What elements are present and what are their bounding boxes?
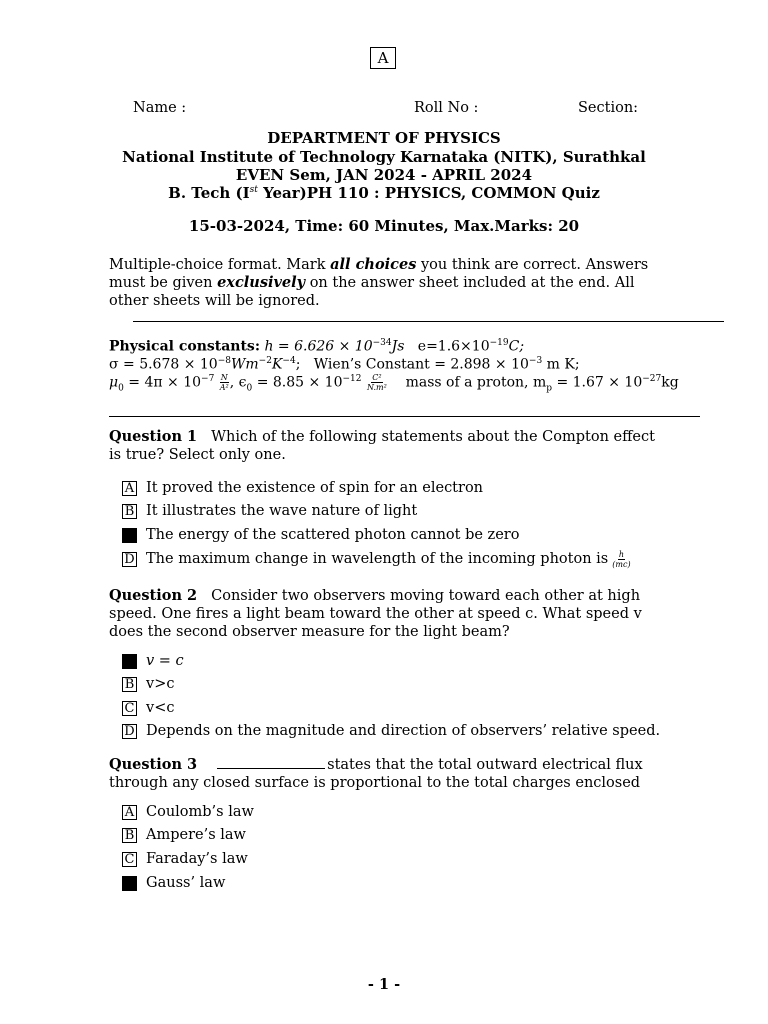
- q1-option-d-box[interactable]: D: [122, 552, 137, 567]
- q2-option-b[interactable]: B v>c: [122, 675, 174, 693]
- exam-info: 15-03-2024, Time: 60 Minutes, Max.Marks: 20: [188, 217, 580, 235]
- q1-option-b[interactable]: B It illustrates the wave nature of light: [122, 502, 417, 520]
- question-1-text: Question 1 Which of the following statements about the Compton effect is true? Select only one.: [109, 428, 655, 463]
- paper-code-box: A: [370, 47, 396, 69]
- semester-line: EVEN Sem, JAN 2024 - APRIL 2024: [235, 166, 533, 184]
- q1-option-b-box[interactable]: B: [122, 504, 137, 519]
- instructions: Multiple-choice format. Mark all choices you think are correct. Answers must be given exclusively on the answer sheet included at the end. All other sheets will be ignored.: [109, 256, 649, 309]
- q1-option-d[interactable]: D The maximum change in wavelength of the incoming photon is $\frac{h}{(mc)}$: [122, 550, 632, 568]
- constants-divider: [109, 416, 700, 417]
- top-divider: [133, 321, 724, 322]
- q3-option-d[interactable]: Gauss’ law: [122, 874, 225, 892]
- q1-option-a-box[interactable]: A: [122, 481, 137, 496]
- q1-option-a[interactable]: A It proved the existence of spin for an electron: [122, 479, 483, 497]
- department-title: DEPARTMENT OF PHYSICS: [267, 129, 501, 147]
- page-number: - 1 -: [367, 976, 401, 993]
- q3-option-b[interactable]: B Ampere’s law: [122, 826, 246, 844]
- constants-line-1: Physical constants: $h = 6.626 \times 10^{-34}Js$ $e=1.6\times 10^{-19}C$;: [109, 338, 525, 355]
- question-3-text: Question 3 states that the total outward electrical flux through any closed surface is proportional to the total charges enclosed: [109, 756, 643, 791]
- q2-option-b-box[interactable]: B: [122, 677, 137, 692]
- eps0-unit-fraction: $\frac{\text{C²}}{\text{N.m²}}$: [366, 373, 387, 392]
- q2-option-d[interactable]: D Depends on the magnitude and direction of observers’ relative speed.: [122, 722, 660, 740]
- q3-option-d-box-marked[interactable]: [122, 876, 137, 891]
- compton-shift-fraction: $\frac{h}{(mc)}$: [612, 549, 631, 569]
- q3-option-c-box[interactable]: C: [122, 852, 137, 867]
- q2-option-a-box-marked[interactable]: [122, 654, 137, 669]
- q1-option-c-box-marked[interactable]: [122, 528, 137, 543]
- answer-blank: [217, 756, 325, 769]
- q3-option-c[interactable]: C Faraday’s law: [122, 850, 248, 868]
- q1-option-c[interactable]: The energy of the scattered photon cannot be zero: [122, 526, 519, 544]
- q3-option-b-box[interactable]: B: [122, 828, 137, 843]
- q2-option-c-box[interactable]: C: [122, 701, 137, 716]
- roll-no-label: Roll No :: [414, 100, 479, 116]
- q2-option-d-box[interactable]: D: [122, 724, 137, 739]
- name-label: Name :: [133, 100, 187, 116]
- course-line: B. Tech (Ist Year)PH 110 : PHYSICS, COMMON Quiz: [168, 184, 600, 202]
- mu0-unit-fraction: $\frac{N}{\text{A²}}$: [219, 373, 229, 392]
- institute-name: National Institute of Technology Karnataka (NITK), Surathkal: [122, 148, 646, 166]
- constants-line-3: $\mu_0 = 4\pi \times 10^{-7}$ $\frac{N}{\text{A²}}$ , $\epsilon_0 = 8.85 \times 10^{-12}$ $\frac{\text{C²}}{\text{N.m²}}$ mass of a proton, $m_p = 1.67 \times 10^{-27}kg$: [109, 373, 679, 394]
- q2-option-a[interactable]: v = c: [122, 652, 184, 670]
- section-label: Section:: [578, 100, 639, 116]
- constants-line-2: $\sigma = 5.678 \times 10^{-8}Wm^{-2}K^{-4}$; Wien’s Constant = $2.898 \times 10^{-3}$ m K;: [109, 356, 580, 373]
- q2-option-c[interactable]: C v<c: [122, 699, 174, 717]
- q3-option-a[interactable]: A Coulomb’s law: [122, 803, 254, 821]
- q3-option-a-box[interactable]: A: [122, 805, 137, 820]
- question-2-text: Question 2 Consider two observers moving toward each other at high speed. One fires a light beam toward the other at speed c. What speed v does the second observer measure for the light beam?: [109, 587, 642, 640]
